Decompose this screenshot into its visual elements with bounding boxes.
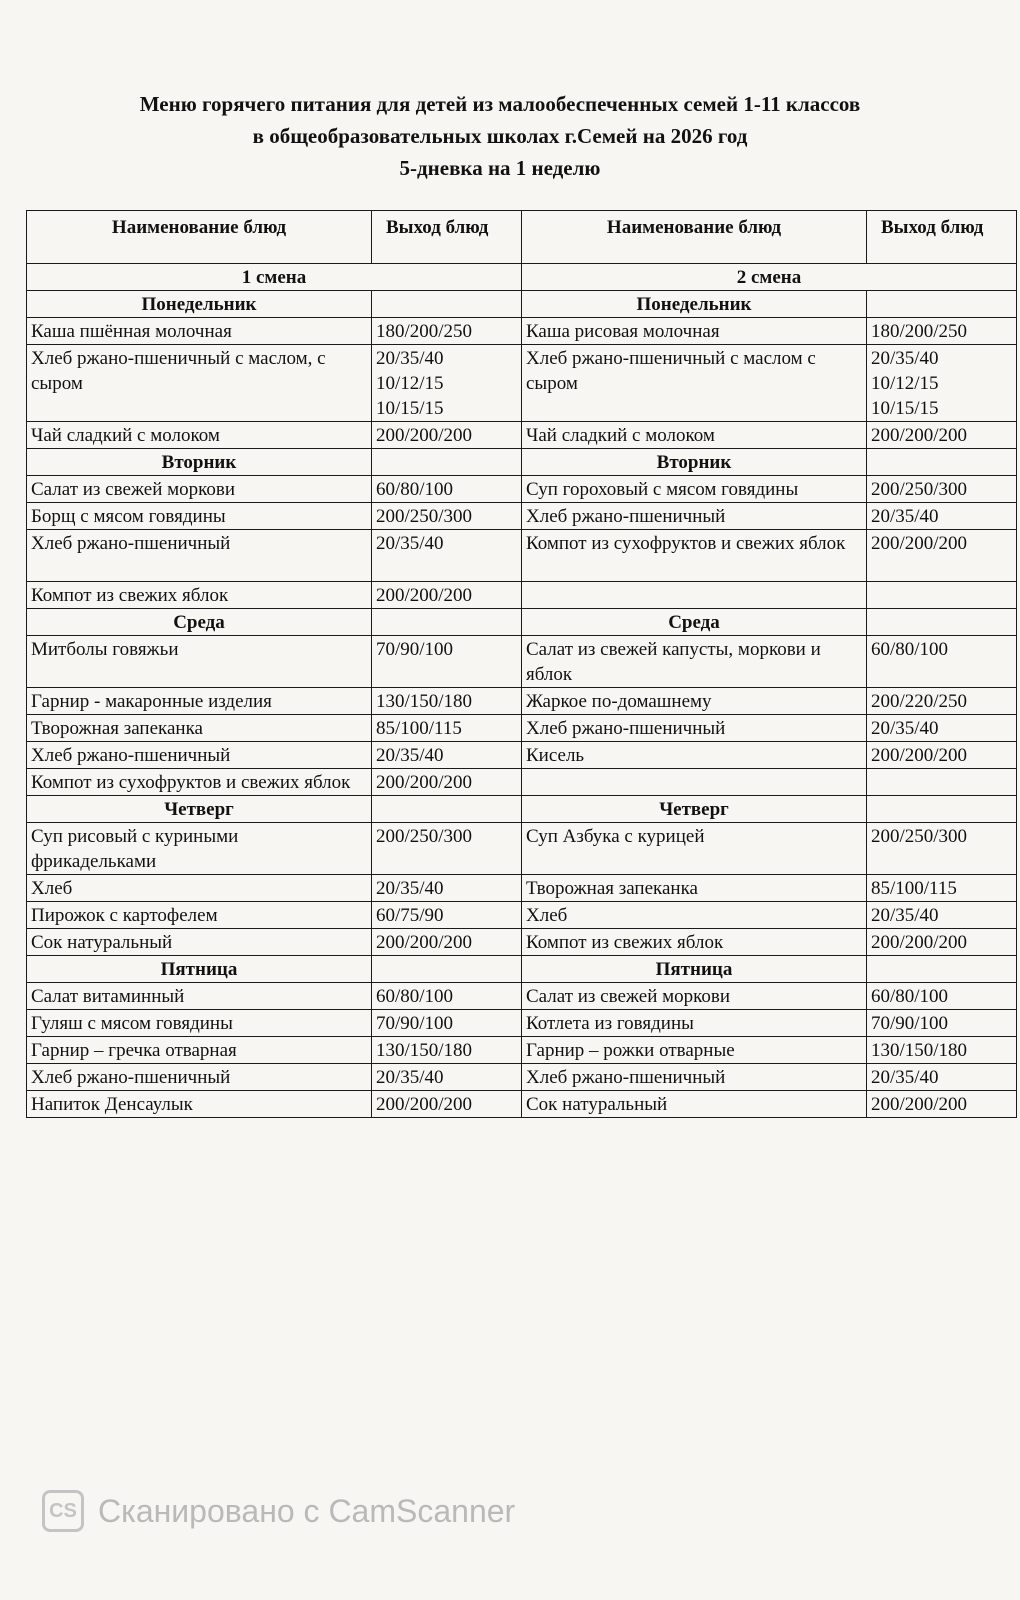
dish-volume-shift1: 70/90/100	[372, 636, 522, 688]
dish-volume-shift1: 60/80/100	[372, 983, 522, 1010]
dish-volume-shift2: 20/35/40 10/12/15 10/15/15	[867, 345, 1017, 422]
dish-name-shift2: Сок натуральный	[522, 1091, 867, 1118]
dish-name-shift1: Гарнир – гречка отварная	[27, 1037, 372, 1064]
dish-volume-shift2: 200/220/250	[867, 688, 1017, 715]
dish-volume-shift1: 180/200/250	[372, 318, 522, 345]
empty-cell	[867, 291, 1017, 318]
dish-name-shift2: Хлеб ржано-пшеничный	[522, 715, 867, 742]
dish-name-shift1: Гарнир - макаронные изделия	[27, 688, 372, 715]
table-row	[27, 715, 1017, 742]
dish-volume-shift2: 20/35/40	[867, 1064, 1017, 1091]
dish-name-shift2	[522, 582, 867, 609]
dish-name-shift2: Салат из свежей моркови	[522, 983, 867, 1010]
header-name-shift1: Наименование блюд	[27, 211, 372, 264]
day-label-shift2: Среда	[522, 609, 867, 636]
dish-volume-shift2: 200/200/200	[867, 742, 1017, 769]
table-header-row	[27, 211, 1017, 264]
table-row	[27, 345, 1017, 422]
dish-volume-shift2: 70/90/100	[867, 1010, 1017, 1037]
dish-volume-shift2: 60/80/100	[867, 636, 1017, 688]
document-title	[0, 88, 1000, 184]
dish-name-shift2: Кисель	[522, 742, 867, 769]
table-row	[27, 875, 1017, 902]
dish-volume-shift1: 200/200/200	[372, 769, 522, 796]
dish-volume-shift2: 20/35/40	[867, 503, 1017, 530]
dish-volume-shift1: 200/250/300	[372, 823, 522, 875]
dish-name-shift1: Борщ с мясом говядины	[27, 503, 372, 530]
dish-name-shift2: Хлеб ржано-пшеничный	[522, 503, 867, 530]
dish-name-shift1: Компот из свежих яблок	[27, 582, 372, 609]
table-row	[27, 983, 1017, 1010]
table-row	[27, 582, 1017, 609]
dish-name-shift1: Напиток Денсаулык	[27, 1091, 372, 1118]
dish-name-shift2: Жаркое по-домашнему	[522, 688, 867, 715]
table-row	[27, 1037, 1017, 1064]
day-row	[27, 609, 1017, 636]
empty-cell	[372, 291, 522, 318]
day-row	[27, 291, 1017, 318]
dish-volume-shift1: 20/35/40	[372, 875, 522, 902]
dish-name-shift1: Творожная запеканка	[27, 715, 372, 742]
day-label-shift1: Понедельник	[27, 291, 372, 318]
dish-volume-shift1: 200/200/200	[372, 582, 522, 609]
dish-name-shift2: Хлеб ржано-пшеничный с маслом с сыром	[522, 345, 867, 422]
dish-volume-shift1: 200/250/300	[372, 503, 522, 530]
header-name-shift2: Наименование блюд	[522, 211, 867, 264]
day-row	[27, 796, 1017, 823]
day-row	[27, 956, 1017, 983]
dish-name-shift1: Митболы говяжьи	[27, 636, 372, 688]
table-row	[27, 1091, 1017, 1118]
dish-volume-shift2: 130/150/180	[867, 1037, 1017, 1064]
dish-volume-shift1: 200/200/200	[372, 1091, 522, 1118]
dish-name-shift2: Суп гороховый с мясом говядины	[522, 476, 867, 503]
dish-name-shift1: Чай сладкий с молоком	[27, 422, 372, 449]
dish-name-shift1: Хлеб ржано-пшеничный	[27, 1064, 372, 1091]
table-row	[27, 476, 1017, 503]
dish-name-shift2: Компот из сухофруктов и свежих яблок	[522, 530, 867, 582]
menu-table-body	[27, 264, 1017, 1118]
shift1-label: 1 смена	[27, 264, 522, 291]
dish-volume-shift2	[867, 769, 1017, 796]
dish-name-shift1: Салат из свежей моркови	[27, 476, 372, 503]
table-row	[27, 742, 1017, 769]
day-label-shift2: Четверг	[522, 796, 867, 823]
empty-cell	[372, 449, 522, 476]
dish-volume-shift2: 20/35/40	[867, 902, 1017, 929]
dish-volume-shift1: 70/90/100	[372, 1010, 522, 1037]
table-row	[27, 929, 1017, 956]
dish-volume-shift2: 200/200/200	[867, 422, 1017, 449]
dish-volume-shift2: 180/200/250	[867, 318, 1017, 345]
table-row	[27, 688, 1017, 715]
dish-name-shift1: Суп рисовый с куриными фрикадельками	[27, 823, 372, 875]
shift-row	[27, 264, 1017, 291]
table-row	[27, 1064, 1017, 1091]
dish-name-shift1: Хлеб ржано-пшеничный с маслом, с сыром	[27, 345, 372, 422]
table-row	[27, 530, 1017, 582]
dish-volume-shift1: 85/100/115	[372, 715, 522, 742]
day-label-shift1: Пятница	[27, 956, 372, 983]
camscanner-text: Сканировано с CamScanner	[98, 1492, 516, 1529]
day-label-shift2: Вторник	[522, 449, 867, 476]
dish-name-shift2: Гарнир – рожки отварные	[522, 1037, 867, 1064]
table-row	[27, 769, 1017, 796]
dish-name-shift1: Пирожок с картофелем	[27, 902, 372, 929]
dish-volume-shift1: 130/150/180	[372, 1037, 522, 1064]
day-label-shift2: Пятница	[522, 956, 867, 983]
dish-name-shift2: Суп Азбука с курицей	[522, 823, 867, 875]
dish-name-shift2: Компот из свежих яблок	[522, 929, 867, 956]
table-row	[27, 503, 1017, 530]
empty-cell	[867, 956, 1017, 983]
table-row	[27, 902, 1017, 929]
dish-volume-shift2: 20/35/40	[867, 715, 1017, 742]
dish-volume-shift1: 130/150/180	[372, 688, 522, 715]
dish-name-shift2: Хлеб ржано-пшеничный	[522, 1064, 867, 1091]
dish-volume-shift2: 200/250/300	[867, 476, 1017, 503]
dish-volume-shift1: 20/35/40	[372, 530, 522, 582]
table-row	[27, 636, 1017, 688]
dish-name-shift1: Компот из сухофруктов и свежих яблок	[27, 769, 372, 796]
shift2-label: 2 смена	[522, 264, 1017, 291]
dish-volume-shift2: 200/200/200	[867, 530, 1017, 582]
day-label-shift2: Понедельник	[522, 291, 867, 318]
table-row	[27, 1010, 1017, 1037]
dish-volume-shift2: 200/200/200	[867, 1091, 1017, 1118]
day-label-shift1: Среда	[27, 609, 372, 636]
dish-name-shift2: Чай сладкий с молоком	[522, 422, 867, 449]
dish-volume-shift1: 60/75/90	[372, 902, 522, 929]
dish-volume-shift1: 200/200/200	[372, 929, 522, 956]
dish-name-shift2: Творожная запеканка	[522, 875, 867, 902]
empty-cell	[372, 796, 522, 823]
dish-volume-shift1: 20/35/40	[372, 1064, 522, 1091]
camscanner-logo: CS	[42, 1490, 84, 1532]
title-line-3: 5-дневка на 1 неделю	[399, 156, 601, 180]
dish-name-shift2: Хлеб	[522, 902, 867, 929]
dish-name-shift2	[522, 769, 867, 796]
dish-volume-shift2: 60/80/100	[867, 983, 1017, 1010]
dish-volume-shift2: 200/250/300	[867, 823, 1017, 875]
title-line-2: в общеобразовательных школах г.Семей на 2026 год	[252, 124, 748, 148]
title-line-1: Меню горячего питания для детей из малообеспеченных семей 1-11 классов	[139, 92, 861, 116]
header-volume-shift2: Выход блюд	[867, 211, 1017, 264]
empty-cell	[867, 796, 1017, 823]
dish-name-shift2: Салат из свежей капусты, моркови и яблок	[522, 636, 867, 688]
menu-table	[26, 210, 1017, 1118]
day-label-shift1: Вторник	[27, 449, 372, 476]
dish-name-shift1: Гуляш с мясом говядины	[27, 1010, 372, 1037]
dish-name-shift1: Салат витаминный	[27, 983, 372, 1010]
dish-name-shift2: Котлета из говядины	[522, 1010, 867, 1037]
dish-name-shift1: Хлеб ржано-пшеничный	[27, 742, 372, 769]
dish-name-shift1: Хлеб ржано-пшеничный	[27, 530, 372, 582]
header-volume-shift1: Выход блюд	[372, 211, 522, 264]
dish-name-shift1: Сок натуральный	[27, 929, 372, 956]
day-row	[27, 449, 1017, 476]
dish-name-shift1: Каша пшённая молочная	[27, 318, 372, 345]
camscanner-watermark	[42, 1490, 515, 1532]
dish-volume-shift1: 20/35/40 10/12/15 10/15/15	[372, 345, 522, 422]
empty-cell	[372, 956, 522, 983]
dish-volume-shift2: 85/100/115	[867, 875, 1017, 902]
table-row	[27, 422, 1017, 449]
dish-name-shift2: Каша рисовая молочная	[522, 318, 867, 345]
dish-name-shift1: Хлеб	[27, 875, 372, 902]
empty-cell	[372, 609, 522, 636]
empty-cell	[867, 449, 1017, 476]
dish-volume-shift1: 20/35/40	[372, 742, 522, 769]
dish-volume-shift2: 200/200/200	[867, 929, 1017, 956]
dish-volume-shift1: 60/80/100	[372, 476, 522, 503]
day-label-shift1: Четверг	[27, 796, 372, 823]
table-row	[27, 823, 1017, 875]
empty-cell	[867, 609, 1017, 636]
dish-volume-shift2	[867, 582, 1017, 609]
dish-volume-shift1: 200/200/200	[372, 422, 522, 449]
table-row	[27, 318, 1017, 345]
